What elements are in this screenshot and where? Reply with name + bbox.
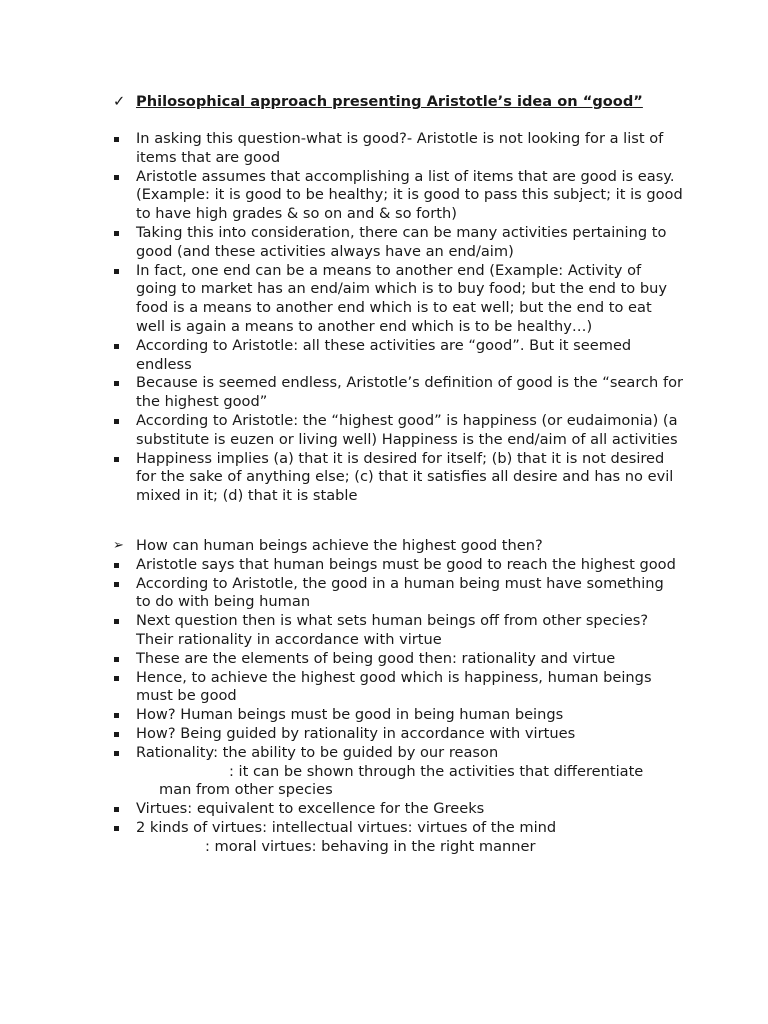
list-item-text: According to Aristotle: the “highest good” is happiness (or eudaimonia) (a substitute is euzen or living well) Happiness is the end/aim of all activities — [136, 411, 678, 448]
list-item — [113, 650, 683, 669]
square-bullet-icon — [114, 457, 119, 462]
square-bullet-icon — [114, 619, 119, 624]
list-item — [113, 337, 683, 375]
square-bullet-icon — [114, 563, 119, 568]
question-text: How can human beings achieve the highest good then? — [136, 537, 543, 554]
list-item-text: In asking this question-what is good?- Aristotle is not looking for a list of items that are good — [136, 130, 664, 166]
list-item-text: Hence, to achieve the highest good which is happiness, human beings must be good — [136, 668, 652, 705]
square-bullet-icon — [114, 751, 119, 756]
square-bullet-icon — [114, 732, 119, 737]
aristotle-good-list — [113, 130, 683, 506]
arrow-bullet-icon: ➢ — [113, 538, 124, 553]
list-item — [113, 575, 683, 613]
list-item — [113, 744, 683, 763]
list-item — [113, 168, 683, 224]
achieve-good-list — [113, 537, 683, 857]
square-bullet-icon — [114, 344, 119, 349]
list-item-text: How? Being guided by rationality in accordance with virtues — [136, 724, 576, 742]
rationality-continuation: : it can be shown through the activities that differentiate — [229, 762, 644, 780]
list-item-text: Aristotle says that human beings must be good to reach the highest good — [136, 555, 676, 573]
square-bullet-icon — [114, 419, 119, 424]
square-bullet-icon — [114, 713, 119, 718]
square-bullet-icon — [114, 676, 119, 681]
list-item — [113, 412, 683, 450]
kinds-continuation: : moral virtues: behaving in the right manner — [205, 837, 536, 855]
list-item-text: Aristotle assumes that accomplishing a list of items that are good is easy. (Example: it is good to be healthy; it is good to pass this subject; it is good to have high grades & so on and & so forth) — [136, 167, 683, 223]
list-item — [113, 130, 683, 168]
checkmark-icon: ✓ — [113, 93, 126, 110]
list-item — [113, 669, 683, 707]
square-bullet-icon — [114, 582, 119, 587]
question-item — [113, 537, 683, 556]
square-bullet-icon — [114, 269, 119, 274]
list-item — [113, 612, 683, 650]
square-bullet-icon — [114, 826, 119, 831]
square-bullet-icon — [114, 231, 119, 236]
square-bullet-icon — [114, 381, 119, 386]
square-bullet-icon — [114, 175, 119, 180]
list-item — [113, 819, 683, 838]
square-bullet-icon — [114, 137, 119, 142]
list-item — [113, 374, 683, 412]
list-item-text: Next question then is what sets human beings off from other species? Their rationality in accordance with virtue — [136, 612, 649, 648]
list-item — [113, 556, 683, 575]
list-item-text: Rationality: the ability to be guided by our reason — [136, 743, 499, 761]
list-item — [113, 725, 683, 744]
list-item-text: Happiness implies (a) that it is desired for itself; (b) that it is not desired for the sake of anything else; (c) that it satisfies all desire and has no evil mixed in it; (d) that it is stable — [136, 449, 674, 505]
list-item-text: How? Human beings must be good in being human beings — [136, 706, 564, 724]
list-item — [113, 450, 683, 506]
square-bullet-icon — [114, 807, 119, 812]
list-item-text: Taking this into consideration, there can be many activities pertaining to good (and these activities always have an end/aim) — [136, 223, 667, 260]
list-item-text: According to Aristotle, the good in a human being must have something to do with being human — [136, 574, 664, 611]
list-item — [113, 800, 683, 819]
rationality-continuation-2: man from other species — [159, 781, 333, 799]
heading-title: Philosophical approach presenting Aristotle’s idea on “good” — [136, 93, 643, 110]
list-item-text: These are the elements of being good then: rationality and virtue — [136, 649, 616, 667]
list-item-text: 2 kinds of virtues: intellectual virtues: virtues of the mind — [136, 818, 557, 836]
list-item — [113, 262, 683, 337]
list-item-text: According to Aristotle: all these activities are “good”. But it seemed endless — [136, 336, 632, 373]
list-item — [113, 224, 683, 262]
list-item-text: Virtues: equivalent to excellence for the Greeks — [136, 800, 485, 818]
list-item-text: Because is seemed endless, Aristotle’s definition of good is the “search for the highest good” — [136, 374, 684, 411]
list-item — [113, 706, 683, 725]
list-item-text: In fact, one end can be a means to another end (Example: Activity of going to market has an end/aim which is to buy food; but the end to buy food is a means to another end which is to eat well; but the end to eat well is again a means to another end which is to be healthy…) — [136, 261, 668, 335]
square-bullet-icon — [114, 657, 119, 662]
